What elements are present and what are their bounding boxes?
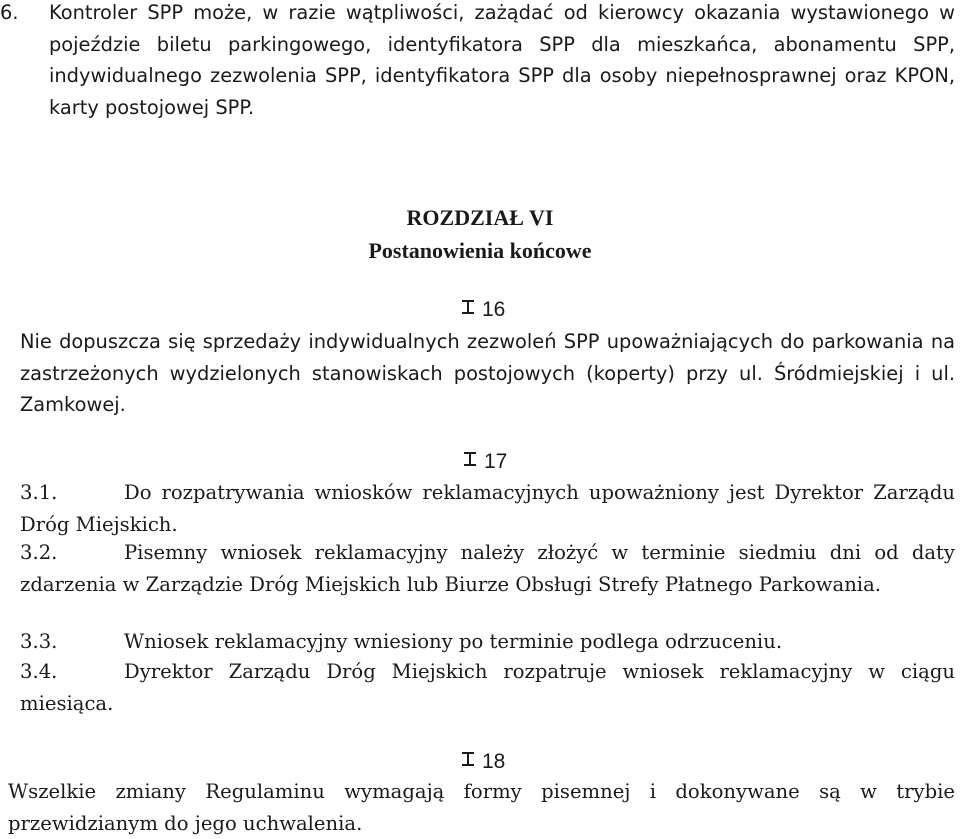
section-number: 16 [482, 298, 506, 321]
section-18-heading [462, 748, 505, 774]
item-number: 3.4. [20, 660, 58, 683]
item-text: Pisemny wniosek reklamacyjny należy złożyć w terminie siedmiu dni od daty zdarzenia w Zarządzie Dróg Miejskich lub Biurze Obsługi Strefy Płatnego Parkowania. [20, 541, 955, 596]
section-sign-icon [464, 448, 476, 470]
item-text: Wniosek reklamacyjny wniesiony po terminie podlega odrzuceniu. [124, 630, 783, 653]
point-6-text: Kontroler SPP może, w razie wątpliwości, zażądać od kierowcy okazania wystawionego w pojeździe biletu parkingowego, identyfikatora SPP dla mieszkańca, abonamentu SPP, indywidualnego zezwolenia SPP, identyfikatora SPP dla osoby niepełnosprawnej oraz KPON, karty postojowej SPP. [49, 1, 955, 119]
item-3-3 [20, 626, 955, 658]
item-number: 3.2. [20, 541, 58, 564]
item-text: Do rozpatrywania wniosków reklamacyjnych upoważniony jest Dyrektor Zarządu Dróg Miejskich. [20, 481, 955, 536]
item-number: 3.1. [20, 481, 58, 504]
chapter-title: ROZDZIAŁ VI [406, 205, 554, 230]
item-3-4 [20, 656, 955, 719]
section-16-heading [462, 296, 505, 322]
section-sign-icon [462, 748, 474, 770]
section-18-paragraph: Wszelkie zmiany Regulaminu wymagają formy pisemnej i dokonywane są w trybie przewidzianym do jego uchwalenia. [8, 780, 955, 835]
section-number: 17 [484, 450, 508, 473]
item-3-2 [20, 537, 955, 600]
item-3-1 [20, 477, 955, 540]
section-sign-icon [462, 296, 474, 318]
chapter-subtitle: Postanowienia końcowe [368, 238, 592, 263]
section-17-heading [464, 448, 507, 474]
section-16-paragraph: Nie dopuszcza się sprzedaży indywidualnych zezwoleń SPP upoważniających do parkowania na zastrzeżonych wydzielonych stanowiskach postojowych (koperty) przy ul. Śródmiejskiej i ul. Zamkowej. [20, 330, 955, 416]
item-text: Dyrektor Zarządu Dróg Miejskich rozpatruje wniosek reklamacyjny w ciągu miesiąca. [20, 660, 955, 715]
item-number: 3.3. [20, 630, 58, 653]
point-6-number: 6. [0, 1, 19, 24]
section-number: 18 [482, 750, 506, 773]
